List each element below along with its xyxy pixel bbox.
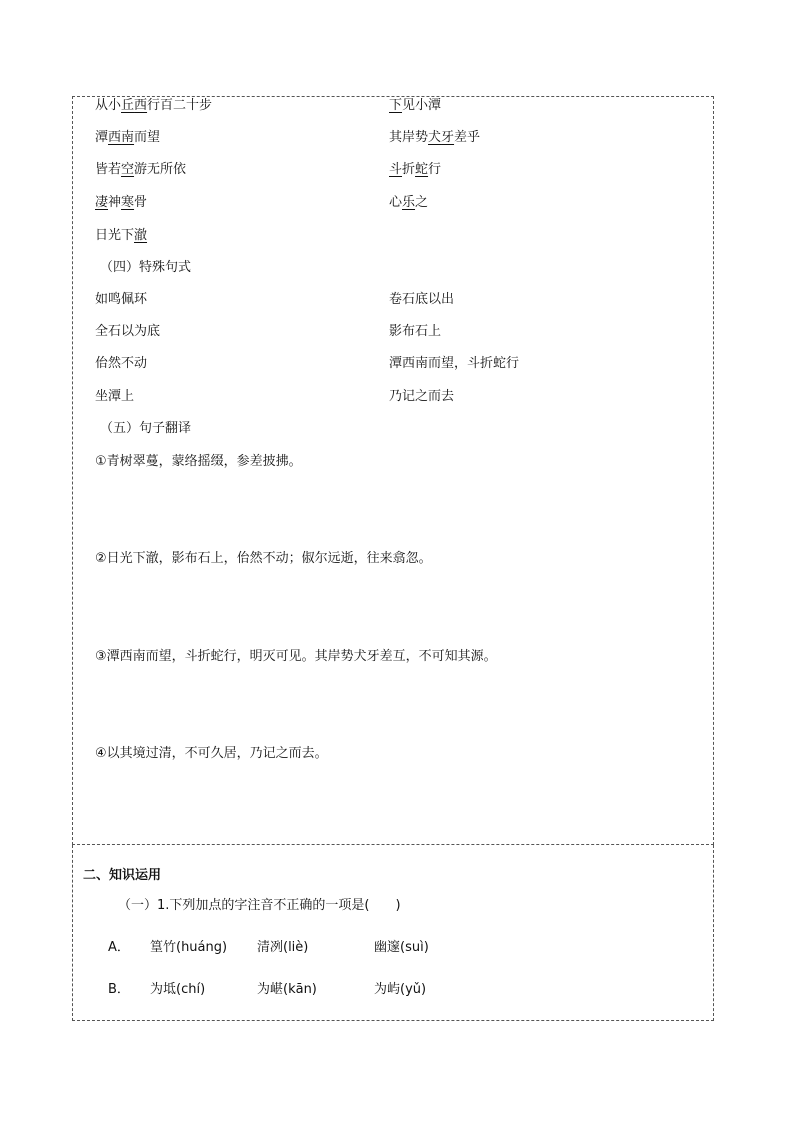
vocab-row [95,96,714,116]
sentence-pattern-row [95,290,714,310]
section-heading-4: （四）特殊句式 [100,260,192,275]
vocab-row [95,160,714,180]
underlined-char: 丘 [121,98,135,113]
option-a[interactable] [108,936,429,955]
pattern-right: 乃记之而去 [389,389,455,404]
vocab-left [95,96,212,116]
underlined-char: 斗 [389,162,403,177]
part-heading: 二、知识运用 [83,868,162,883]
text: 日光下 [95,228,135,243]
text: 之 [415,195,429,210]
pattern-right: 影布石上 [389,324,442,339]
option-item: 为屿(yǔ) [374,982,427,997]
translation-sentence-2: ②日光下澈，影布石上，佁然不动；俶尔远逝，往来翕忽。 [95,551,432,566]
underlined-char: 空 [121,162,135,177]
section-heading-5: （五）句子翻译 [100,421,192,436]
vocab-left [95,160,186,180]
underlined-char: 西 [134,98,148,113]
text: 皆若 [95,162,122,177]
vocab-right [389,96,441,116]
pattern-right: 潭西南而望，斗折蛇行 [389,356,520,371]
text: 心 [389,195,403,210]
text: 神 [108,195,122,210]
sentence-pattern-row [95,387,714,407]
underlined-char: 南 [121,130,135,145]
vocab-row [95,226,714,246]
option-item: 篁竹(huáng) [150,940,228,955]
text: 折 [402,162,416,177]
text: 而望 [134,130,161,145]
text: 游无所依 [134,162,187,177]
translation-sentence-4: ④以其境过清，不可久居，乃记之而去。 [95,746,328,761]
underlined-char: 西 [108,130,122,145]
pattern-left: 如鸣佩环 [95,292,148,307]
question-stem: （一）1.下列加点的字注音不正确的一项是( ) [118,898,401,913]
text: 行 [428,162,442,177]
text: 差乎 [454,130,481,145]
underlined-char: 凄 [95,195,109,210]
option-label: B． [108,982,130,997]
vocab-right [389,193,428,213]
option-label: A． [108,940,130,955]
sentence-pattern-row [95,354,714,374]
option-item: 清冽(liè) [257,940,309,955]
text: 其岸势 [389,130,429,145]
pattern-right: 卷石底以出 [389,292,455,307]
vocab-left [95,193,147,213]
underlined-char: 蛇 [415,162,429,177]
vocab-right [389,128,480,148]
pattern-left: 全石以为底 [95,324,161,339]
text: 骨 [134,195,148,210]
option-item: 幽邃(suì) [374,940,429,955]
pattern-left: 佁然不动 [95,356,148,371]
vocab-left [95,128,160,148]
translation-sentence-3: ③潭西南而望，斗折蛇行，明灭可见。其岸势犬牙差互，不可知其源。 [95,649,497,664]
text: 从小 [95,98,122,113]
vocab-left [95,226,147,246]
option-item: 为坻(chí) [150,982,206,997]
underlined-char: 乐 [402,195,416,210]
underlined-char: 犬 [428,130,442,145]
vocab-row [95,193,714,213]
option-b[interactable] [108,978,426,997]
underlined-char: 牙 [441,130,455,145]
text: 潭 [95,130,109,145]
underlined-char: 下 [389,98,403,113]
vocab-right [389,160,441,180]
sentence-pattern-row [95,322,714,342]
underlined-char: 澈 [134,228,148,243]
option-item: 为嵁(kān) [257,982,317,997]
translation-sentence-1: ①青树翠蔓，蒙络摇缀，参差披拂。 [95,454,302,469]
text: 见小潭 [402,98,442,113]
pattern-left: 坐潭上 [95,389,135,404]
underlined-char: 寒 [121,195,135,210]
text: 行百二十步 [147,98,213,113]
vocab-row [95,128,714,148]
